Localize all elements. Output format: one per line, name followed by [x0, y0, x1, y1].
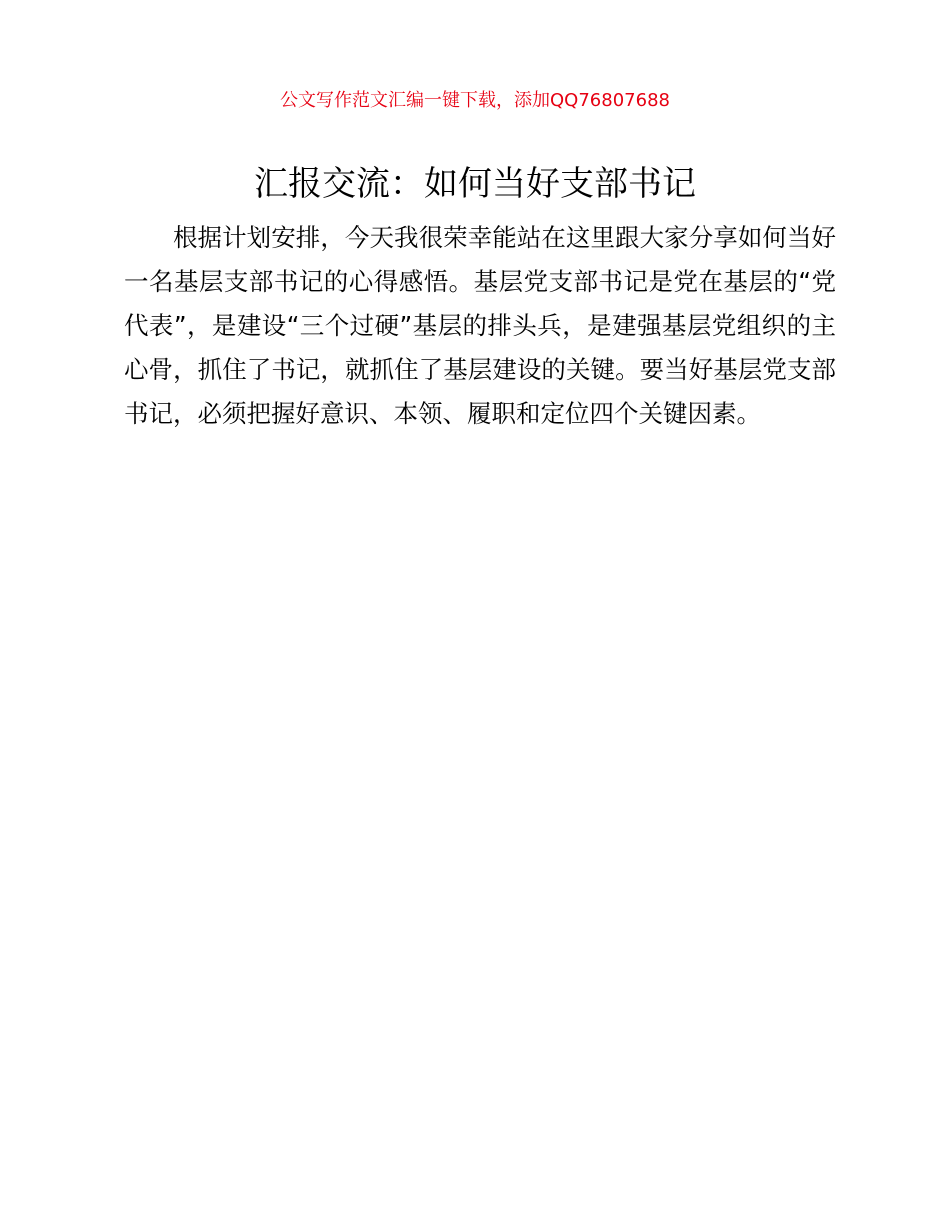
header-note: 公文写作范文汇编一键下载，添加QQ76807688 — [280, 90, 670, 111]
document-body-paragraph: 根据计划安排，今天我很荣幸能站在这里跟大家分享如何当好一名基层支部书记的心得感悟。基层党支部书记是党在基层的“党代表”，是建设“三个过硬”基层的排头兵，是建强基层党组织的主心骨，抓住了书记，就抓住了基层建设的关键。要当好基层党支部书记，必须把握好意识、本领、履职和定位四个关键因素。 — [124, 223, 836, 428]
document-title: 汇报交流：如何当好支部书记 — [254, 164, 696, 204]
